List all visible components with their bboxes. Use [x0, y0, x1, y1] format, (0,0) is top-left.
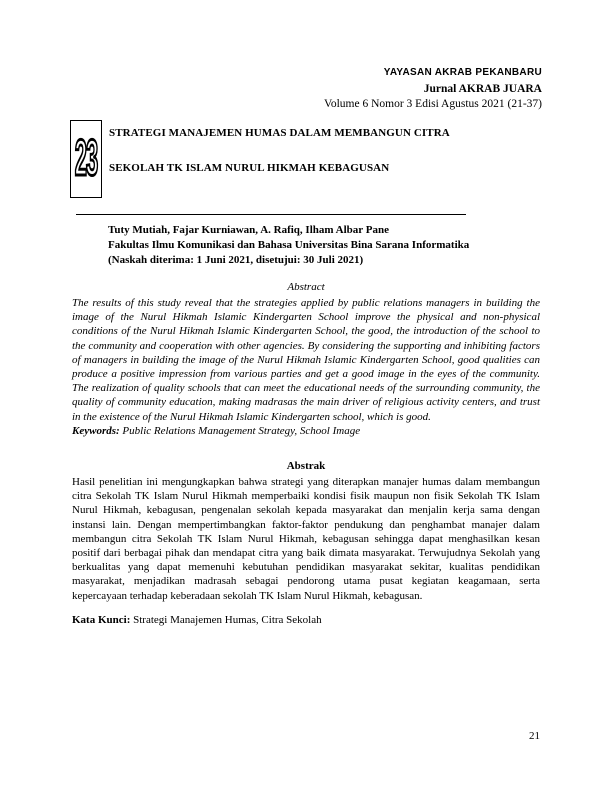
publisher-name: YAYASAN AKRAB PEKANBARU [383, 67, 542, 78]
affiliation: Fakultas Ilmu Komunikasi dan Bahasa Universitas Bina Sarana Informatika [108, 239, 470, 251]
title-line-2: SEKOLAH TK ISLAM NURUL HIKMAH KEBAGUSAN [109, 162, 390, 174]
abstract-en-heading: Abstract [287, 281, 325, 293]
keywords-id [72, 614, 322, 626]
abstract-id-text: Hasil penelitian ini mengungkapkan bahwa strategi yang diterapkan manajer humas dalam membangun citra Sekolah TK Islam Nurul Hikmah memperbaiki kondisi fisik maupun non fisik Sekolah TK Islam Nurul Hikmah, kebagusan, pengenalan sekolah kepada masyarakat dan menjalin kerja sama dengan instansi lain. Dengan mempertimbangkan faktor-faktor pendukung dan penghambat manajer dalam membangun citra Sekolah TK Islam Nurul Hikmah, kebagusan sehingga dapat menghasilkan kesan positif dari berbagai pihak dan mendapat citra yang baik dimata masyarakat. Terwujudnya Sekolah yang berkualitas yang dapat memenuhi kebutuhan pendidikan masyarakat sekitar, kualitas pendidikan masyarakat, menjadikan madrasah sebagai pendorong utama pusat kegiatan keagamaan, serta kepercayaan terhadap keberadaan sekolah TK Islam Nurul Hikmah, kebagusan. [72, 476, 540, 602]
article-number: 23 [74, 129, 98, 187]
page-number: 21 [529, 730, 540, 742]
abstract-en-text: The results of this study reveal that the strategies applied by public relations managers in building the image of the Nurul Hikmah Islamic Kindergarten School improve the physical and non-physical conditions of the Nurul Hikmah Islamic Kindergarten School, the good, the introduction of the school to the community and cooperation with other agencies. By considering the supporting and inhibiting factors of managers in building the image of the Nurul Hikmah Islamic Kindergarten School, good qualities can produce a positive impression from various parties and get a good image in the eyes of the community. The realization of quality schools that can meet the educational needs of the surrounding community, the quality of community education, making madrasas the main driver of religious activity centers, and trust in the existence of the Nurul Hikmah Islamic Kindergarten school, which is good. [72, 297, 540, 423]
keywords-en-label: Keywords: [72, 425, 120, 437]
keywords-id-values: Strategi Manajemen Humas, Citra Sekolah [130, 614, 322, 626]
keywords-en [72, 425, 360, 437]
keywords-id-label: Kata Kunci: [72, 614, 131, 626]
article-number-badge [70, 120, 102, 198]
journal-name: Jurnal AKRAB JUARA [423, 83, 542, 95]
keywords-en-values: Public Relations Management Strategy, School Image [119, 425, 361, 437]
volume-info: Volume 6 Nomor 3 Edisi Agustus 2021 (21-37) [324, 98, 542, 110]
authors: Tuty Mutiah, Fajar Kurniawan, A. Rafiq, Ilham Albar Pane [108, 224, 389, 236]
title-divider [76, 214, 466, 215]
title-line-1: STRATEGI MANAJEMEN HUMAS DALAM MEMBANGUN CITRA [109, 127, 450, 139]
abstract-id-heading: Abstrak [286, 460, 326, 472]
received-date: (Naskah diterima: 1 Juni 2021, disetujui: 30 Juli 2021) [108, 254, 364, 266]
